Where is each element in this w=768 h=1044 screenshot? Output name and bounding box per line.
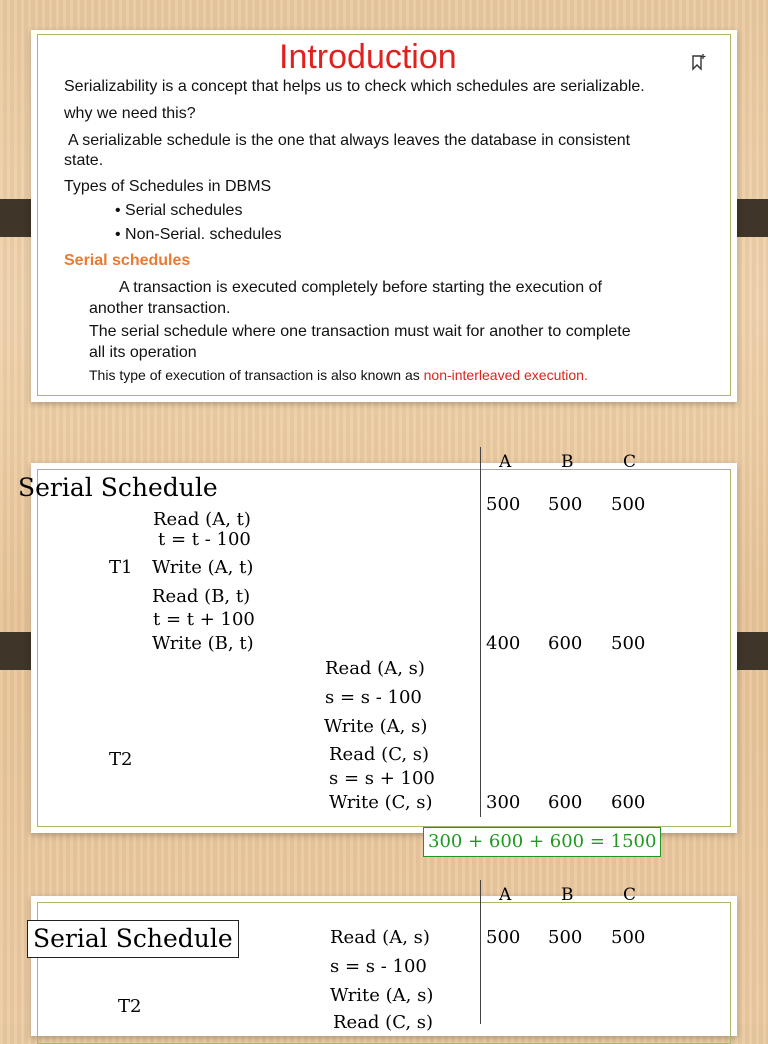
t1-op-compute-b: t = t + 100 [153, 609, 255, 630]
para-executed-a: A transaction is executed completely before starting the execution of [119, 279, 602, 296]
intro-line-why: why we need this? [64, 105, 196, 122]
intro-line-serializability: Serializability is a concept that helps us to check which schedules are serializable. [64, 78, 645, 95]
t1-op-compute-a: t = t - 100 [158, 529, 251, 550]
value-a-row1: 500 [486, 927, 521, 948]
column-header-c: C [623, 452, 637, 472]
value-c-row2: 500 [611, 633, 646, 654]
intro-line-serializable-b: state. [64, 152, 104, 169]
value-c-row1: 500 [611, 927, 646, 948]
value-a-row1: 500 [486, 494, 521, 515]
bullet-serial: • Serial schedules [115, 202, 242, 220]
transaction-label-t2: T2 [109, 749, 133, 770]
t2-op-compute-c: s = s + 100 [329, 768, 435, 789]
slide-title-boxed: Serial Schedule [27, 920, 239, 958]
t2-op-read-c: Read (C, s) [333, 1012, 434, 1033]
sum-box: 300 + 600 + 600 = 1500 [423, 827, 661, 857]
para-wait-b: all its operation [89, 344, 197, 361]
t1-op-read-b: Read (B, t) [152, 586, 251, 607]
intro-line-serializable-a: A serializable schedule is the one that always leaves the database in consistent [68, 132, 631, 149]
slide-title: Introduction [279, 38, 457, 76]
bullet-non-serial: • Non-Serial. schedules [115, 226, 282, 244]
t2-op-read-c: Read (C, s) [329, 744, 430, 765]
value-b-row3: 600 [548, 792, 583, 813]
value-b-row2: 600 [548, 633, 583, 654]
t1-op-write-a: Write (A, t) [152, 557, 254, 578]
para-non-interleaved-prefix: This type of execution of transaction is also known as [89, 367, 424, 383]
t2-op-compute-a: s = s - 100 [330, 956, 427, 977]
value-c-row1: 500 [611, 494, 646, 515]
t2-op-read-a: Read (A, s) [325, 658, 425, 679]
slide-introduction [31, 30, 737, 402]
non-interleaved-highlight: non-interleaved execution. [423, 367, 588, 383]
transaction-label-t1: T1 [109, 557, 133, 578]
t2-op-write-a: Write (A, s) [330, 985, 434, 1006]
bookmark-add-icon[interactable] [690, 53, 706, 71]
para-non-interleaved [89, 367, 588, 383]
t2-op-write-c: Write (C, s) [329, 792, 433, 813]
value-b-row1: 500 [548, 494, 583, 515]
t2-op-write-a: Write (A, s) [324, 716, 428, 737]
column-header-b: B [561, 452, 574, 472]
t2-op-read-a: Read (A, s) [330, 927, 430, 948]
value-b-row1: 500 [548, 927, 583, 948]
types-heading: Types of Schedules in DBMS [64, 178, 272, 195]
t1-op-read-a: Read (A, t) [153, 509, 251, 530]
para-wait-a: The serial schedule where one transaction must wait for another to complete [89, 323, 631, 340]
column-divider [480, 447, 481, 817]
column-header-a: A [499, 885, 512, 905]
value-a-row3: 300 [486, 792, 521, 813]
transaction-label-t2: T2 [118, 996, 142, 1017]
value-c-row3: 600 [611, 792, 646, 813]
serial-schedules-heading: Serial schedules [64, 252, 191, 269]
para-executed-b: another transaction. [89, 300, 231, 317]
column-header-a: A [499, 452, 512, 472]
column-header-c: C [623, 885, 637, 905]
column-divider [480, 880, 481, 1024]
slide-title: Serial Schedule [18, 473, 218, 502]
column-header-b: B [561, 885, 574, 905]
value-a-row2: 400 [486, 633, 521, 654]
t2-op-compute-a: s = s - 100 [325, 687, 422, 708]
t1-op-write-b: Write (B, t) [152, 633, 254, 654]
